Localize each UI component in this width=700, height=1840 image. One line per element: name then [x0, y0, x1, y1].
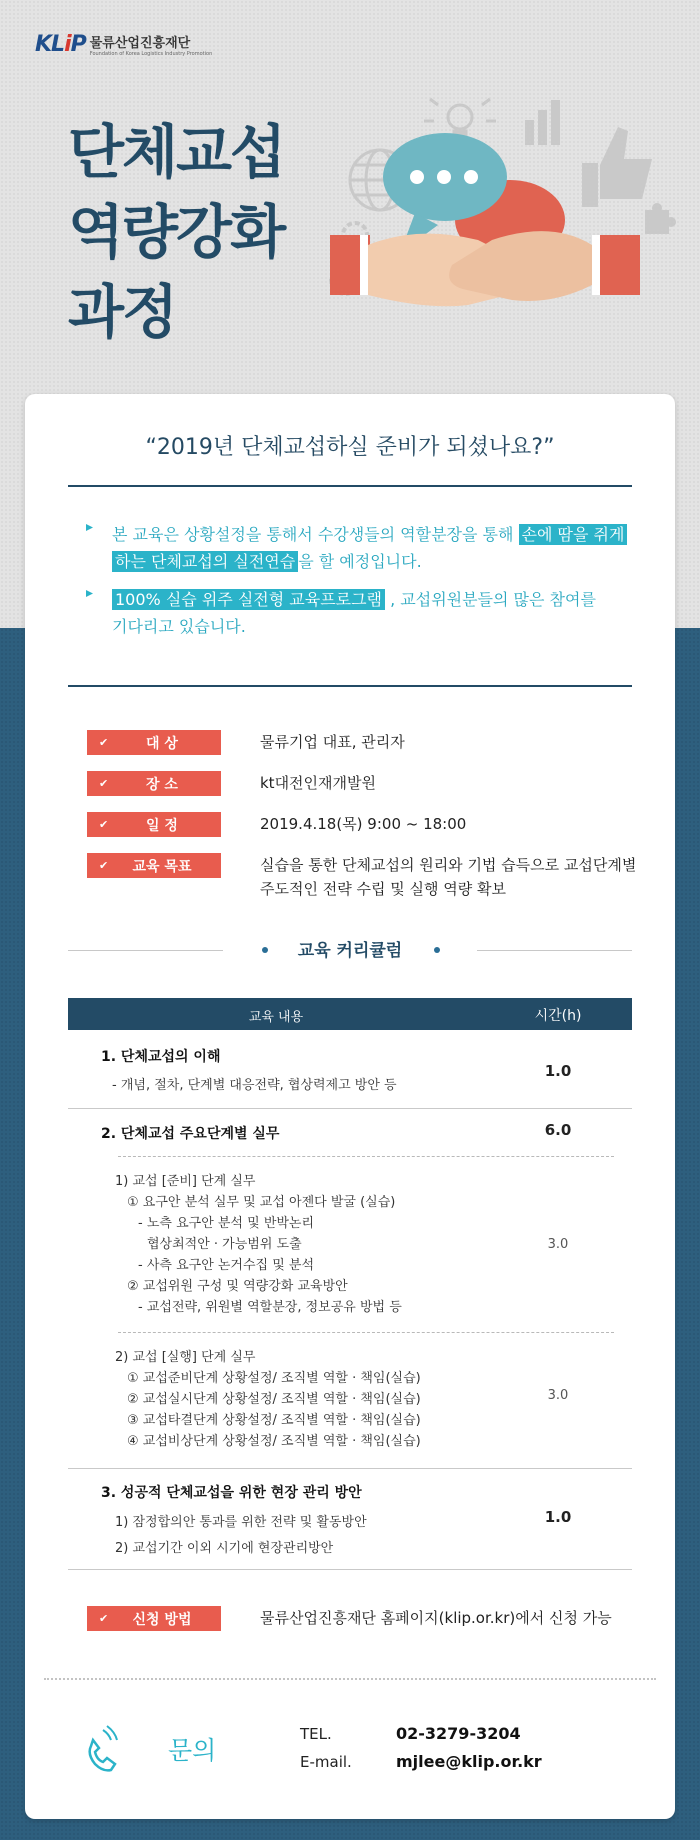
logo-name: 물류산업진흥재단 [89, 36, 191, 51]
hero-title: 단체교섭 역량강화 과정 [68, 118, 285, 346]
section-1-desc: - 개념, 절차, 단계별 대응전략, 협상력제고 방안 등 [112, 1078, 397, 1093]
section-2b-line: ③ 교섭타결단계 상황설정/ 조직별 역할 · 책임(실습) [127, 1413, 421, 1428]
tag-apply: ✔ 신청 방법 [87, 1606, 221, 1631]
tag-target: ✔ 대 상 [87, 730, 221, 755]
logo-name-en: Foundation of Korea Logistics Industry Promotion [89, 51, 213, 57]
divider-top [68, 485, 632, 487]
triangle-bullet-icon [86, 524, 93, 531]
tel-label: TEL. [300, 1725, 332, 1743]
email-value[interactable]: mjlee@klip.or.kr [396, 1752, 542, 1771]
intro-paragraph-1: 본 교육은 상황설정을 통해서 수강생들의 역할분장을 통해 손에 땀을 쥐게 하는 단체교섭의 실전연습 을 할 예정입니다. [112, 521, 632, 575]
check-icon: ✔ [99, 818, 109, 831]
section-1-time: 1.0 [544, 1062, 572, 1080]
check-icon: ✔ [99, 859, 109, 872]
info-row-goal: ✔ 교육 목표 실습을 통한 단체교섭의 원리와 기법 습득으로 교섭단계별 주도적인 전략 수립 및 실행 역량 확보 [87, 853, 647, 901]
intro-paragraph-2: 100% 실습 위주 실전형 교육프로그램 , 교섭위원분들의 많은 참여를 기다리고 있습니다. [112, 590, 596, 636]
tag-location: ✔ 장 소 [87, 771, 221, 796]
apply-value: 물류산업진흥재단 홈페이지(klip.or.kr)에서 신청 가능 [260, 1609, 612, 1627]
puzzle-icon [645, 203, 676, 234]
check-icon: ✔ [99, 777, 109, 790]
logo-mark: KLiP [35, 32, 86, 57]
thumbs-up-icon [582, 127, 652, 207]
section-2a-line: - 노측 요구안 분석 및 반박논리 [138, 1216, 315, 1231]
contact-title: 문의 [168, 1736, 217, 1765]
triangle-bullet-icon [86, 590, 93, 597]
info-row-location: ✔ 장 소 kt대전인재개발원 [87, 771, 647, 796]
section-2-title: 2. 단체교섭 주요단계별 실무 [101, 1126, 280, 1142]
curriculum-table-header: 교육 내용 시간(h) [68, 998, 632, 1030]
section-2b-line: ① 교섭준비단계 상황설정/ 조직별 역할 · 책임(실습) [127, 1371, 421, 1386]
klip-logo[interactable] [35, 32, 212, 57]
bar-chart-icon [525, 100, 560, 145]
section-3-line: 2) 교섭기간 이외 시기에 현장관리방안 [115, 1541, 334, 1556]
section-2a-line: 협상최적안 · 가능범위 도출 [147, 1237, 302, 1252]
section-2a-line: 1) 교섭 [준비] 단계 실무 [115, 1174, 256, 1189]
section-2-time: 6.0 [544, 1121, 572, 1139]
section-2b-time: 3.0 [547, 1388, 569, 1403]
email-label: E-mail. [300, 1753, 352, 1771]
section-1-title: 1. 단체교섭의 이해 [101, 1049, 221, 1065]
curriculum-header [25, 936, 675, 966]
section-2a-time: 3.0 [547, 1237, 569, 1252]
section-3-line: 1) 잠정합의안 통과를 위한 전략 및 활동방안 [115, 1515, 367, 1530]
tel-value[interactable]: 02-3279-3204 [396, 1724, 521, 1743]
section-3-title: 3. 성공적 단체교섭을 위한 현장 관리 방안 [101, 1485, 362, 1501]
section-3-time: 1.0 [544, 1508, 572, 1526]
apply-row [87, 1606, 647, 1631]
tag-goal: ✔ 교육 목표 [87, 853, 221, 878]
section-2b-line: 2) 교섭 [실행] 단계 실무 [115, 1350, 256, 1365]
info-row-target: ✔ 대 상 물류기업 대표, 관리자 [87, 730, 647, 755]
highlight-2: 하는 단체교섭의 실전연습 [112, 551, 298, 572]
phone-icon [85, 1724, 125, 1772]
section-2b-line: ④ 교섭비상단계 상황설정/ 조직별 역할 · 책임(실습) [127, 1434, 421, 1449]
section-2a-line: ② 교섭위원 구성 및 역량강화 교육방안 [127, 1279, 348, 1294]
divider-bottom [68, 685, 632, 687]
check-icon: ✔ [99, 736, 109, 749]
highlight-1: 손에 땀을 쥐게 [519, 524, 628, 545]
info-row-schedule: ✔ 일 정 2019.4.18(목) 9:00 ~ 18:00 [87, 812, 647, 837]
highlight-3: 100% 실습 위주 실전형 교육프로그램 [112, 589, 385, 610]
section-2a-line: ① 요구안 분석 실무 및 교섭 아젠다 발굴 (실습) [127, 1195, 396, 1210]
main-card [25, 394, 675, 1819]
handshake-illustration [320, 95, 700, 375]
check-icon: ✔ [99, 1612, 109, 1625]
intro-quote: “2019년 단체교섭하실 준비가 되셨나요?” [145, 435, 555, 460]
section-2b-line: ② 교섭실시단계 상황설정/ 조직별 역할 · 책임(실습) [127, 1392, 421, 1407]
curriculum-title: 교육 커리큘럼 [297, 941, 403, 961]
section-2a-line: - 사측 요구안 논거수집 및 분석 [138, 1258, 315, 1273]
dot-icon [434, 947, 440, 953]
section-2a-line: - 교섭전략, 위원별 역할분장, 정보공유 방법 등 [138, 1300, 402, 1315]
tag-schedule: ✔ 일 정 [87, 812, 221, 837]
